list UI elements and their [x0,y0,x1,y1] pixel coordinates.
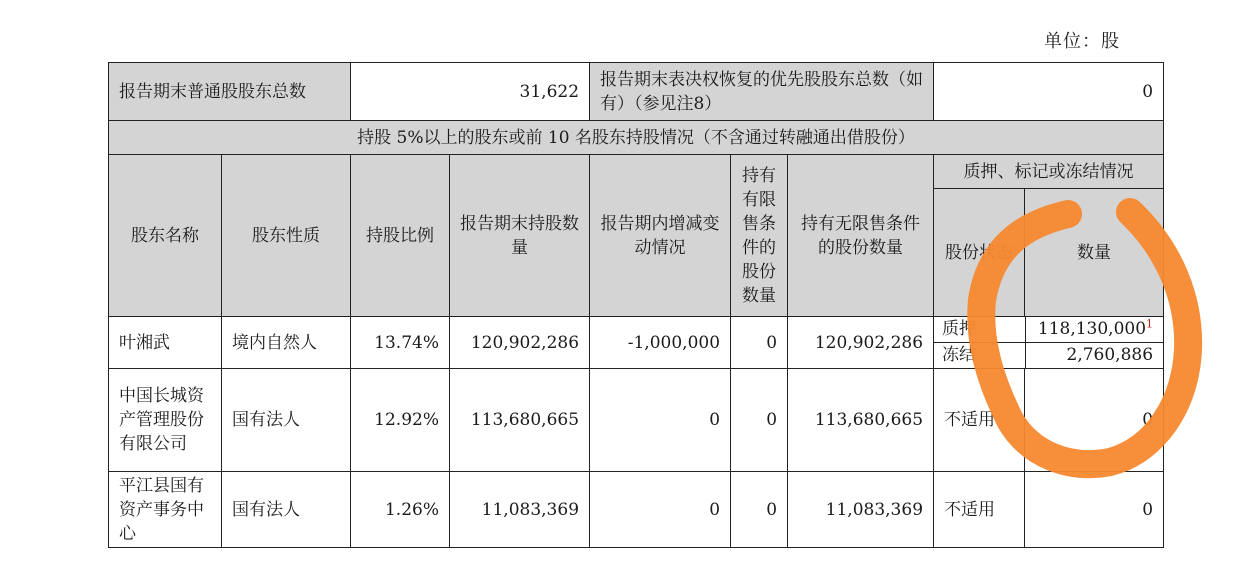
header-row-1 [109,155,1164,189]
header-quantity: 数量 [1025,189,1164,317]
header-pledge-group: 质押、标记或冻结情况 [934,155,1164,189]
unrestricted-quantity: 120,902,286 [788,317,934,369]
section-title-row [109,121,1164,155]
summary-row [109,63,1164,121]
period-end-quantity: 113,680,665 [450,369,590,472]
pledge-detail [934,317,1164,369]
table-row [109,472,1164,548]
shareholder-name: 叶湘武 [109,317,222,369]
period-end-quantity: 120,902,286 [450,317,590,369]
header-change: 报告期内增减变动情况 [590,155,731,317]
common-holders-value: 31,622 [351,63,590,121]
shareholder-nature: 国有法人 [222,369,351,472]
shareholder-table [108,62,1164,548]
pledge-quantity: 0 [1025,369,1164,472]
shareholding-ratio: 1.26% [351,472,450,548]
pledge-status: 不适用 [934,472,1025,548]
pledge-quantity: 0 [1025,472,1164,548]
period-change: 0 [590,369,731,472]
shareholder-nature: 境内自然人 [222,317,351,369]
table-row [109,369,1164,472]
footnote-marker: 1 [1146,317,1154,331]
section-title: 持股 5%以上的股东或前 10 名股东持股情况（不含通过转融通出借股份） [109,121,1164,155]
header-period-end-qty: 报告期末持股数量 [450,155,590,317]
unit-label: 单位：股 [1044,31,1120,52]
header-nature: 股东性质 [222,155,351,317]
header-restricted: 持有有限售条件的股份数量 [731,155,788,317]
pledge-quantity-2: 2,760,886 [1025,343,1155,368]
unrestricted-quantity: 11,083,369 [788,472,934,548]
header-status: 股份状态 [934,189,1025,317]
pledge-status-2: 冻结 [942,345,977,365]
header-unrestricted: 持有无限售条件的股份数量 [788,155,934,317]
shareholder-name: 中国长城资产管理股份有限公司 [109,369,222,472]
table-row [109,317,1164,369]
header-name: 股东名称 [109,155,222,317]
period-change: -1,000,000 [590,317,731,369]
header-ratio: 持股比例 [351,155,450,317]
preferred-holders-label: 报告期末表决权恢复的优先股股东总数（如有）（参见注8） [590,63,934,121]
shareholder-nature: 国有法人 [222,472,351,548]
common-holders-label: 报告期末普通股股东总数 [109,63,351,121]
pledge-status-1: 质押 [942,319,977,339]
preferred-holders-value: 0 [934,63,1164,121]
shareholder-name: 平江县国有资产事务中心 [109,472,222,548]
shareholding-ratio: 12.92% [351,369,450,472]
period-change: 0 [590,472,731,548]
restricted-quantity: 0 [731,369,788,472]
restricted-quantity: 0 [731,317,788,369]
unrestricted-quantity: 113,680,665 [788,369,934,472]
shareholding-ratio: 13.74% [351,317,450,369]
pledge-quantity-1: 118,130,000 [1037,319,1147,339]
period-end-quantity: 11,083,369 [450,472,590,548]
pledge-status: 不适用 [934,369,1025,472]
restricted-quantity: 0 [731,472,788,548]
